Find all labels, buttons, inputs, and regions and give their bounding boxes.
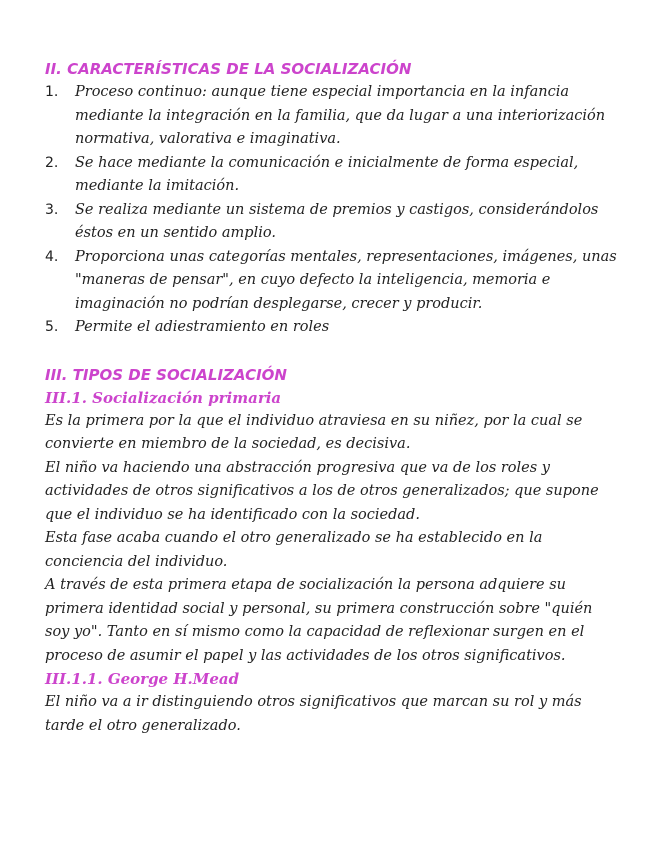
- paragraph: El niño va a ir distinguiendo otros significativos que marcan su rol y más tarde el otro generalizado.: [45, 694, 582, 734]
- list-item-number: 2.: [45, 154, 59, 171]
- list-item-number: 5.: [45, 319, 59, 335]
- list-item-text: Permite el adiestramiento en roles: [75, 319, 330, 335]
- list-item-text: Proceso continuo: aunque tiene especial importancia en la infancia mediante la integración en la familia, que da lugar a una interiorización normativa, valorativa e imaginativa.: [75, 84, 606, 147]
- list-item: [45, 199, 620, 246]
- list-item-text: Proporciona unas categorías mentales, representaciones, imágenes, unas "maneras de pensar", en cuyo defecto la inteligencia, memoria e imaginación no podrían desplegarse, crecer y producir.: [75, 248, 617, 312]
- list-item-text: Se realiza mediante un sistema de premios y castigos, considerándolos éstos en un sentido amplio.: [75, 201, 599, 241]
- list-item-number: 3.: [45, 201, 59, 218]
- paragraph: El niño va haciendo una abstracción progresiva que va de los roles y actividades de otros significativos a los de otros generalizados; que supone que el individuo se ha identificado con la sociedad.: [45, 459, 599, 523]
- section-title-characteristics: II. CARACTERÍSTICAS DE LA SOCIALIZACIÓN: [45, 60, 412, 78]
- document-page: [45, 58, 620, 738]
- list-item-number: 4.: [45, 248, 59, 265]
- section-spacer: [45, 340, 620, 364]
- subsection-title-mead: III.1.1. George H.Mead: [45, 670, 240, 688]
- section-title-types: III. TIPOS DE SOCIALIZACIÓN: [45, 365, 287, 384]
- paragraph: Es la primera por la que el individuo atraviesa en su niñez, por la cual se convierte en miembro de la sociedad, es decisiva.: [45, 412, 583, 452]
- list-item: [45, 152, 620, 199]
- list-item-number: 1.: [45, 84, 59, 100]
- subsection-title-primary: III.1. Socialización primaria: [45, 388, 282, 407]
- paragraph: A través de esta primera etapa de socialización la persona adquiere su primera identidad social y personal, su primera construcción sobre "quién soy yo". Tanto en sí mismo como la capacidad de reflexionar surgen en el proceso de asumir el papel y las actividades de los otros significativos.: [45, 577, 593, 664]
- characteristics-list: [45, 81, 620, 340]
- paragraph: Esta fase acaba cuando el otro generalizado se ha establecido en la conciencia del individuo.: [45, 530, 543, 570]
- list-item: [45, 246, 620, 317]
- list-item: [45, 81, 620, 152]
- list-item-text: Se hace mediante la comunicación e inicialmente de forma especial, mediante la imitación.: [75, 154, 579, 194]
- list-item: [45, 316, 620, 340]
